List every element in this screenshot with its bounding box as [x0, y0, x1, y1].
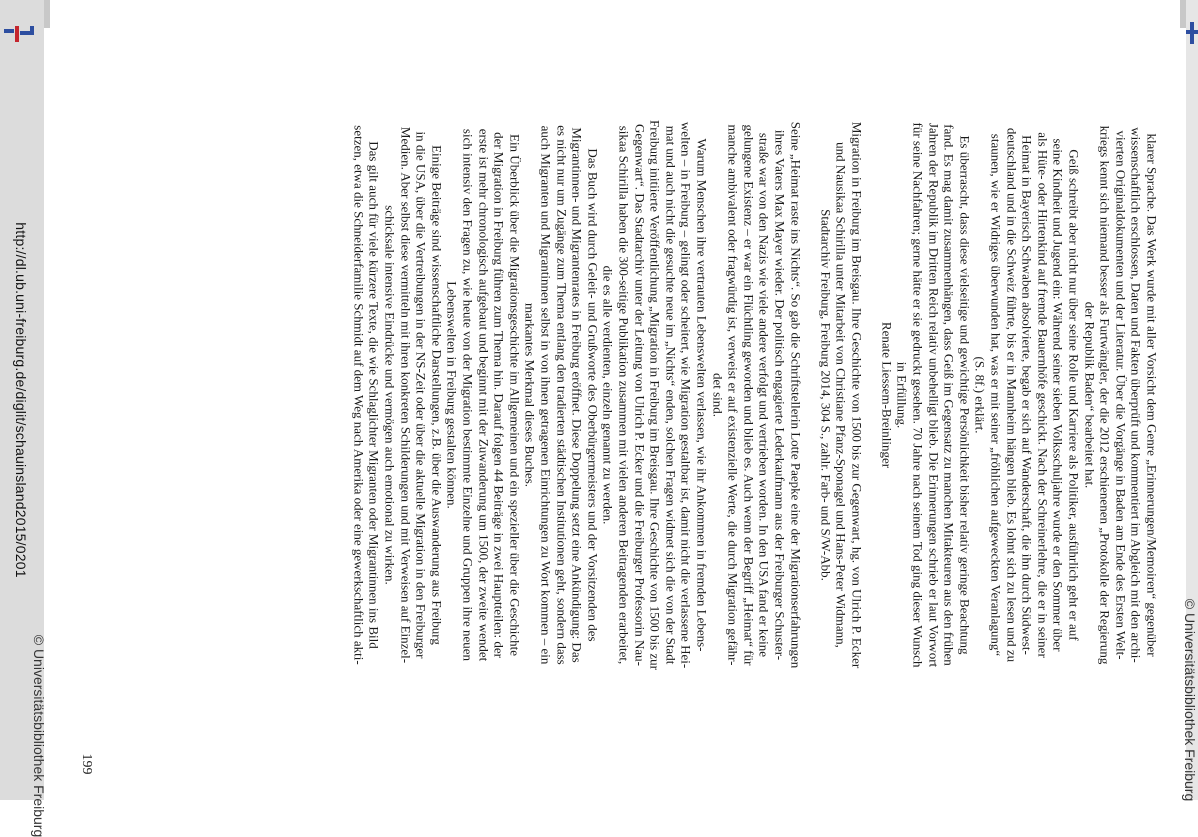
text-line: deutschland und in die Schweiz führte, bis er in Mannheim hängen blieb. Es lohnt sich zu lesen und zu	[1004, 127, 1020, 663]
text-line: fand. Es mag damit zusammenhängen, dass Geiß im Gegensatz zu manchen Mitakteuren aus den frühen	[941, 124, 957, 666]
text-line: klarer Sprache. Das Werk wurde mit aller Vorsicht dem Genre „Erinnerungen/Memoiren“ gegenüber	[1144, 133, 1160, 657]
text-line: mat und auch nicht die gesuchte neue im „Nichts“ enden, solchen Fragen widmet sich die von der Stadt	[663, 125, 679, 665]
text-line: Migration in Freiburg im Breisgau. Ihre Geschichte von 1500 bis zur Gegenwart, hg. von Ulrich P. Ecker	[849, 121, 865, 669]
text-line: Gegenwart“. Das Stadtarchiv unter der Leitung von Ulrich P. Ecker und die Freiburger Professorin Nau-	[632, 124, 648, 666]
text-line: kriegs kennt sich niemand besser als Furtwängler, der die 2012 erschienenen „Protokolle der Regierung	[1097, 125, 1113, 665]
text-line: Das Buch wird durch Geleit- und Grußworte des Oberbürgermeisters und der Vorsitzenden des	[585, 148, 601, 642]
text-line: welten – in Freiburg – gelingt oder scheitert, wie Migration gestaltbar ist, damit nicht die verlassene Hei-	[678, 121, 694, 669]
text-line: als Hüte- oder Hirtenkind auf fremde Bauernhöfe geschickt. Nach der Schreinerlehre, die er in seiner	[1035, 132, 1051, 658]
text-line: Geiß schreibt aber nicht nur über seine Rolle und Karriere als Politiker, ausführlich geht er auf	[1066, 149, 1082, 641]
text-line: in Erfüllung.	[894, 361, 910, 429]
text-line: erste ist mehr chronologisch aufgebaut und beginnt mit der Zuwanderung um 1500, der zweite wendet	[476, 128, 492, 662]
text-line: wissenschaftlich erschlossen, Daten und Fakten überprüft und kommentiert im Abgleich mit den archi-	[1128, 127, 1144, 663]
text-line: Migrantinnen- und Migrantenrates in Freiburg eröffnet. Diese Doppelung setzt eine Ankündigung: Das	[569, 127, 585, 663]
text-line: Ein Überblick über die Migrationsgeschichte im Allgemeinen und ein spezieller über die Geschichte	[507, 134, 523, 656]
text-line: sikaa Schirilla haben die 300-seitige Publikation zusammen mit vielen anderen Beitragenden erarbeitet,	[616, 125, 632, 665]
text-line: setzen, etwa die Schneiderfamilie Schmidt auf dem Weg nach Amerika oder eine gewerkschaftlich akti-	[351, 125, 367, 665]
text-line: gelungene Existenz – er war ein Flüchtling geworden und blieb es. Auch wenn der Begriff „Heimat“ für	[741, 124, 757, 666]
text-line: der Migration in Freiburg führen zum Thema hin. Darauf folgen 44 Beiträge in zwei Hauptteilen: der	[491, 132, 507, 658]
copyright-note: © Universitätsbibliothek Freiburg	[31, 634, 47, 837]
page-number: 199	[79, 753, 94, 775]
text-line: sich intensiv den Fragen zu, wie heute von der Migration bestimmte Einzelne und Gruppen ihre neuen	[460, 128, 476, 662]
text-line: ihres Vaters Max Mayer wieder. Der politisch engagierte Lederkaufmann aus der Freiburger Schuster-	[772, 129, 788, 661]
text-line: markantes Merkmal dieses Buches.	[522, 302, 538, 488]
text-line: Jahren der Republik im Dritten Reich relativ unbehelligt blieb. Die Erinnerungen schrieb er laut Vorwort	[926, 122, 942, 668]
text-line: manche ambivalent oder fragwürdig ist, verweist er auf existenzielle Werte, die durch Migration gefähr-	[725, 124, 741, 666]
text-line: vierten Originaldokumenten und der Literatur. Über die Vorgänge in Baden am Ende des Ersten Welt-	[1113, 130, 1129, 660]
library-logo-icon	[4, 26, 36, 42]
text-line: für seine Nachfahren; gerne hätte er sie gedruckt gesehen. 70 Jahre nach seinem Tod ging dieser Wunsch	[910, 122, 926, 668]
text-line: staunen, wie er Widriges überwunden hat, was er mit seiner „fröhlichen aufgeweckten Veranlagung“	[988, 133, 1004, 657]
document-page	[44, 0, 1186, 800]
text-line: auch Migranten und Migrantinnen selbst in von ihnen getragenen Einrichtungen zu Wort kommen – ein	[538, 125, 554, 665]
left-sidebar	[0, 0, 47, 837]
text-line: Seine „Heimat raste ins Nichts“. So gab die Schriftstellerin Lotte Paepke eine der Migrationserfahrungen	[788, 121, 804, 669]
text-line: Warum Menschen ihre vertrauten Lebenswelten verlassen, wie ihr Ankommen in fremden Lebens-	[694, 138, 710, 652]
text-line: Stadtarchiv Freiburg, Freiburg 2014, 304 S., zahlr. Farb- und S/W-Abb.	[818, 209, 834, 581]
library-logo-icon	[1186, 22, 1198, 44]
text-line: (S. 8f.) erklärt.	[972, 356, 988, 434]
text-line: in die USA, über die Vertreibungen in der NS-Zeit oder über die aktuelle Migration in den Freiburger	[413, 131, 429, 659]
text-line: es nicht nur um Zugänge zum Thema entlang den tradierten städtischen Institutionen geht, sondern dass	[554, 125, 570, 665]
text-line: Das gilt auch für viele kürzere Texte, die wie Schlaglichter Migranten oder Migrantinnen ins Bild	[366, 141, 382, 649]
text-line: Heimat in Bayerisch Schwaben absolvierte, begab er sich auf Wanderschaft, die ihn durch Südwest-	[1019, 135, 1035, 655]
text-line: Einige Beiträge sind wissenschaftliche Darstellungen, z.B. über die Auswanderung aus Freiburg	[429, 145, 445, 645]
text-line: Freiburg initiierte Veröffentlichung „Migration in Freiburg im Breisgau. Ihre Geschichte von 1500 bis zur	[647, 120, 663, 670]
text-line: der Republik Baden“ bearbeitet hat.	[1082, 301, 1098, 489]
text-line: Es überrascht, dass diese vielseitige und gewichtige Persönlichkeit bisher relativ geringe Beachtung	[957, 135, 973, 655]
text-line: Lebenswelten in Freiburg gestalten können.	[444, 281, 460, 509]
source-url[interactable]: http://dl.ub.uni-freiburg.de/diglit/schauinsland2015/0201	[13, 222, 29, 578]
text-line: die es alle verdienten, einzeln genannt zu werden.	[600, 265, 616, 525]
text-line: Renate Liessem-Breinlinger	[879, 321, 895, 469]
copyright-note-right: © Universitätsbibliothek Freiburg	[1182, 598, 1198, 802]
text-line: det sind.	[710, 372, 726, 418]
text-line: Medien. Aber selbst diese vermitteln mit ihren konkreten Schilderungen und mit Verweisen auf Einzel-	[398, 126, 414, 664]
text-line: seine Kindheit und Jugend ein: Während seiner sieben Volksschuljahre wurde er den Sommer über	[1050, 138, 1066, 652]
text-line: straße war von den Nazis wie viele andere verfolgt und vertrieben worden. In den USA fand er keine	[756, 132, 772, 658]
text-line: schicksale intensive Eindrücke und vermögen auch emotional zu wirken.	[382, 205, 398, 585]
text-line: und Nausikaa Schirilla unter Mitarbeit von Christiane Pfanz-Sponagel und Hans-Peter Widmann,	[833, 142, 849, 648]
